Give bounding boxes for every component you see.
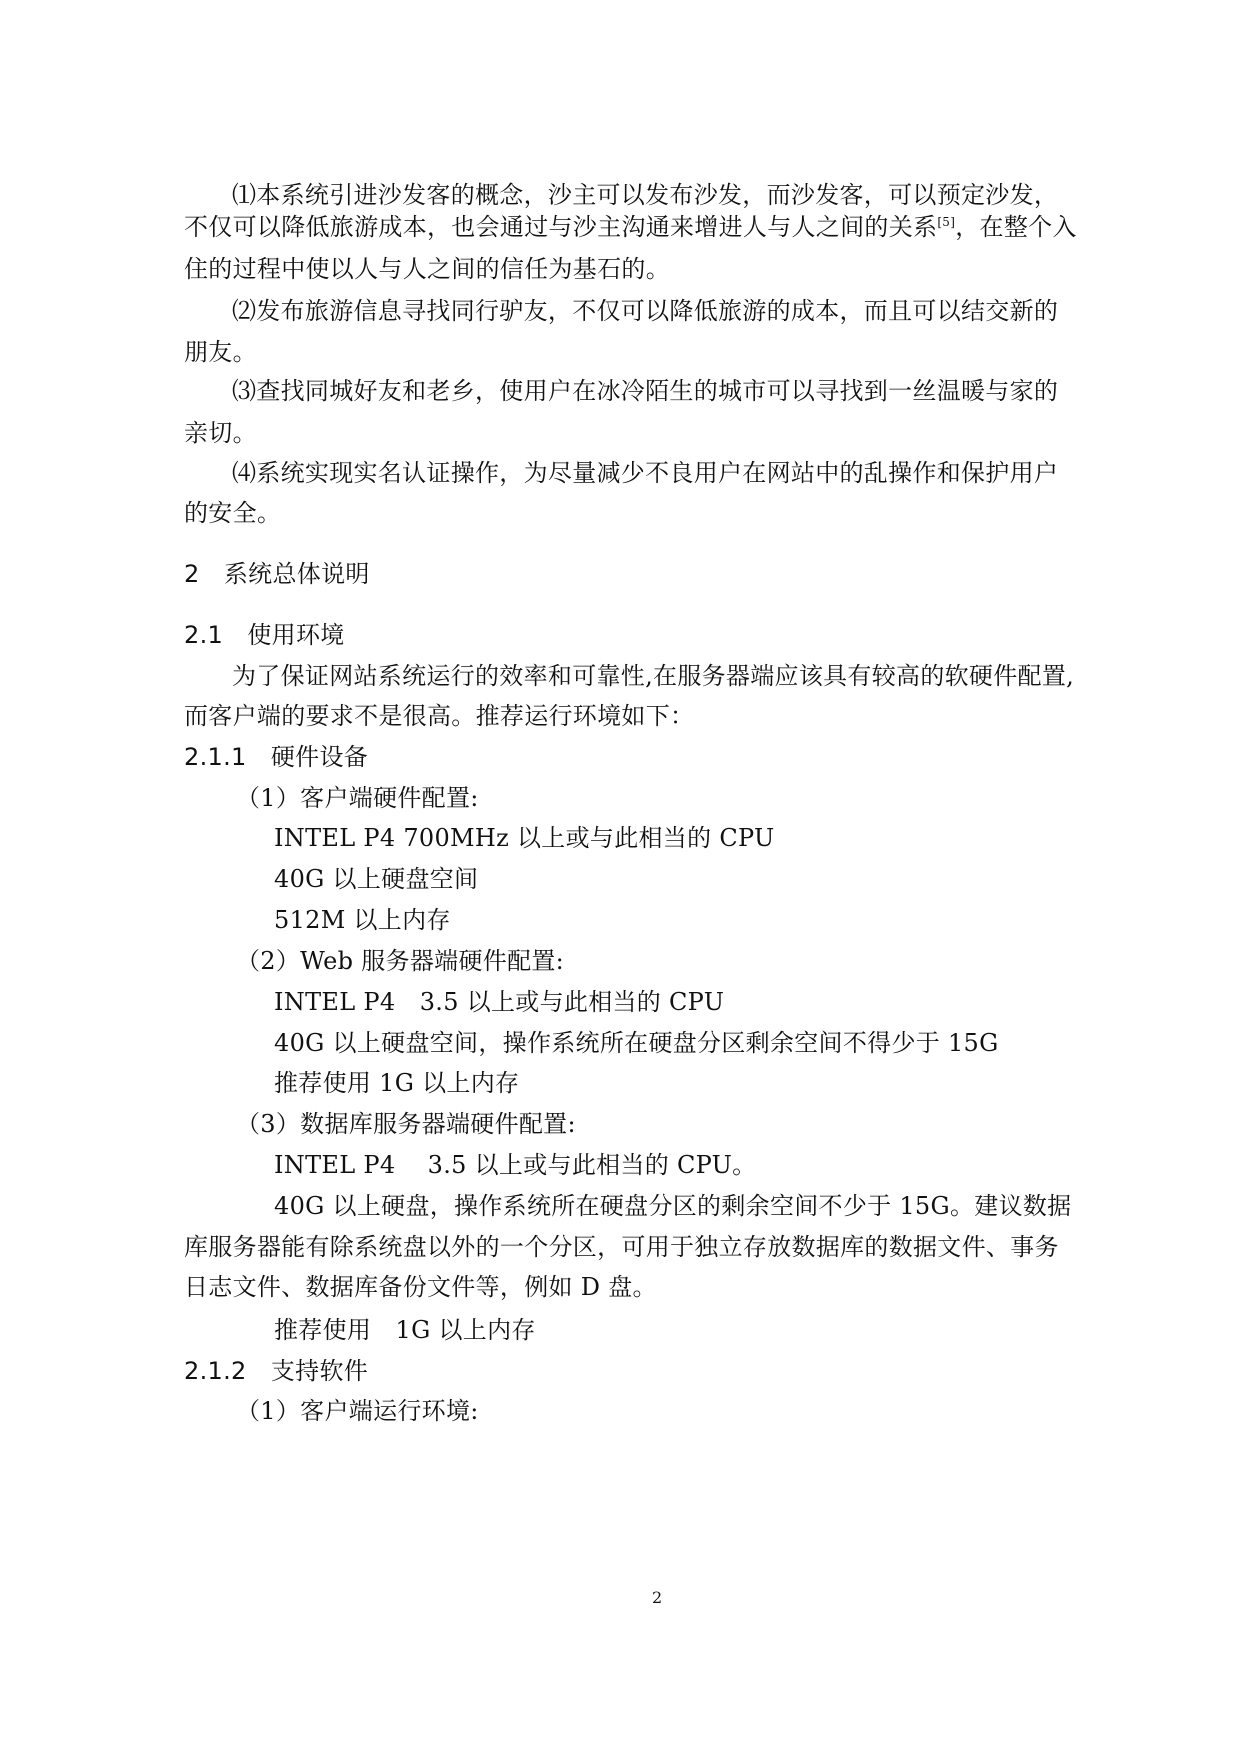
hardware-db-continuation-2: 日志文件、数据库备份文件等，例如 D 盘。	[184, 1273, 657, 1301]
intro-item-2-line-2: 朋友。	[184, 338, 257, 366]
hardware-client-title: （1）客户端硬件配置:	[236, 784, 479, 812]
citation-5: [5]	[937, 215, 956, 229]
section-2-1-para-line-2: 而客户端的要求不是很高。推荐运行环境如下：	[184, 702, 695, 730]
hardware-client-item-3: 512M 以上内存	[274, 906, 451, 934]
intro-item-1-line-2-text: 不仅可以降低旅游成本，也会通过与沙主沟通来增进人与人之间的关系	[184, 213, 938, 241]
software-client-title: （1）客户端运行环境:	[236, 1397, 479, 1425]
intro-item-2-line-1: ⑵发布旅游信息寻找同行驴友，不仅可以降低旅游的成本，而且可以结交新的	[232, 297, 1059, 325]
intro-item-4-line-2: 的安全。	[184, 499, 282, 527]
hardware-web-title: （2）Web 服务器端硬件配置:	[236, 947, 565, 975]
hardware-db-item-last: 推荐使用 1G 以上内存	[274, 1316, 536, 1344]
hardware-client-item-1: INTEL P4 700MHz 以上或与此相当的 CPU	[274, 824, 775, 852]
intro-item-4-line-1: ⑷系统实现实名认证操作，为尽量减少不良用户在网站中的乱操作和保护用户	[232, 459, 1059, 487]
section-2-1-1-heading: 2.1.1 硬件设备	[184, 743, 369, 771]
intro-item-3-line-1: ⑶查找同城好友和老乡，使用户在冰冷陌生的城市可以寻找到一丝温暖与家的	[232, 377, 1059, 405]
intro-item-1-line-2-tail: ，在整个入	[955, 213, 1077, 241]
intro-item-1-line-2	[184, 212, 1077, 242]
intro-item-1-line-1: ⑴本系统引进沙发客的概念，沙主可以发布沙发，而沙发客，可以预定沙发，	[232, 181, 1059, 209]
section-2-1-2-heading: 2.1.2 支持软件	[184, 1357, 369, 1385]
section-2-heading: 2 系统总体说明	[184, 560, 370, 588]
intro-item-1-line-3: 住的过程中使以人与人之间的信任为基石的。	[184, 255, 670, 283]
hardware-db-item-1: INTEL P4 3.5 以上或与此相当的 CPU。	[274, 1151, 757, 1179]
section-2-1-heading: 2.1 使用环境	[184, 621, 345, 649]
hardware-web-item-3: 推荐使用 1G 以上内存	[274, 1069, 520, 1097]
hardware-db-title: （3）数据库服务器端硬件配置:	[236, 1110, 576, 1138]
intro-item-3-line-2: 亲切。	[184, 419, 257, 447]
hardware-client-item-2: 40G 以上硬盘空间	[274, 865, 479, 893]
page-number: 2	[652, 1588, 663, 1607]
hardware-db-continuation-1: 库服务器能有除系统盘以外的一个分区，可用于独立存放数据库的数据文件、事务	[184, 1233, 1059, 1261]
hardware-web-item-2: 40G 以上硬盘空间，操作系统所在硬盘分区剩余空间不得少于 15G	[274, 1029, 999, 1057]
hardware-web-item-1: INTEL P4 3.5 以上或与此相当的 CPU	[274, 988, 725, 1016]
hardware-db-item-2: 40G 以上硬盘，操作系统所在硬盘分区的剩余空间不少于 15G。建议数据	[274, 1192, 1072, 1220]
section-2-1-para-line-1: 为了保证网站系统运行的效率和可靠性,在服务器端应该具有较高的软硬件配置,	[232, 662, 1075, 690]
